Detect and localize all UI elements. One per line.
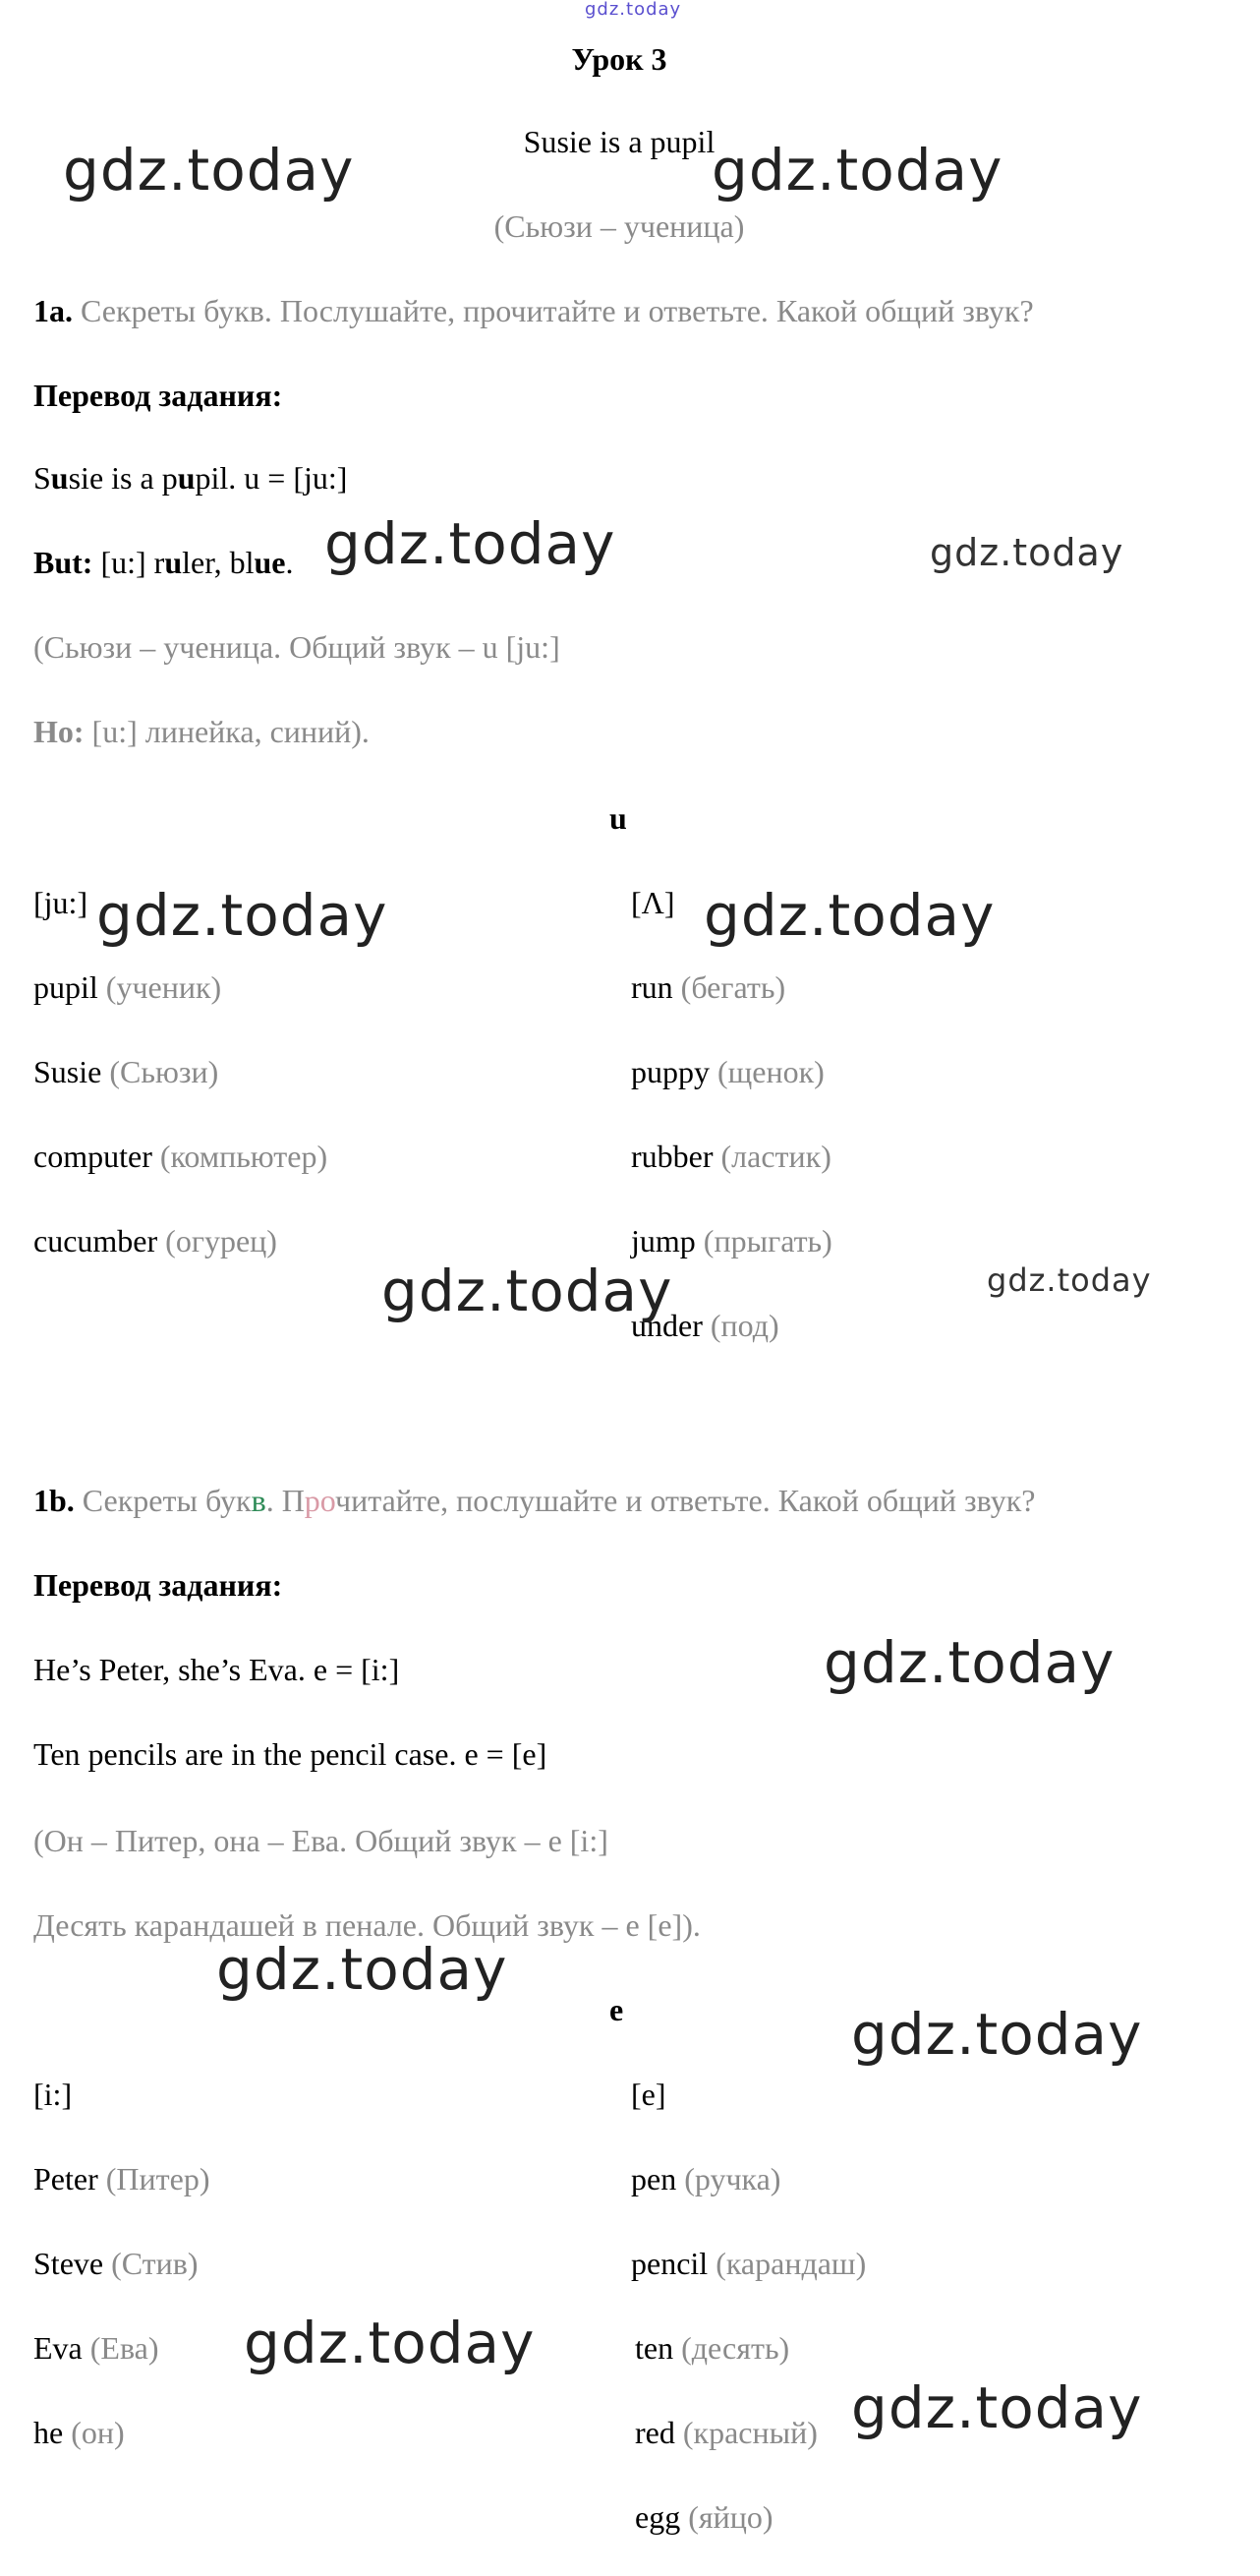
word-item: under (под) xyxy=(631,1308,779,1343)
watermark: gdz.today xyxy=(244,2310,536,2376)
task-number: 1a. xyxy=(33,293,73,328)
watermark: gdz.today xyxy=(381,1258,673,1324)
watermark-top: gdz.today xyxy=(585,0,682,20)
column-header: [Λ] xyxy=(631,885,675,920)
example-line: He’s Peter, she’s Eva. e = [i:] xyxy=(33,1652,400,1687)
example-line: But: [u:] ruler, blue. xyxy=(33,545,294,580)
watermark: gdz.today xyxy=(987,1261,1152,1299)
column-header: [e] xyxy=(631,2077,666,2112)
task-1a-instruction xyxy=(33,291,1034,330)
word-item: Peter (Питер) xyxy=(33,2161,210,2196)
watermark: gdz.today xyxy=(851,2374,1143,2441)
example-line: Ten pencils are in the pencil case. e = [e] xyxy=(33,1736,547,1772)
word-item: pencil (карандаш) xyxy=(631,2246,867,2281)
column-header: [i:] xyxy=(33,2077,73,2112)
watermark: gdz.today xyxy=(96,882,388,949)
column-header: [ju:] xyxy=(33,885,88,920)
watermark: gdz.today xyxy=(824,1629,1116,1696)
word-item: red (красный) xyxy=(635,2415,818,2450)
lesson-subtitle-translation: (Сьюзи – ученица) xyxy=(493,208,745,244)
watermark: gdz.today xyxy=(704,882,996,949)
word-item: he (он) xyxy=(33,2415,125,2450)
word-item: pupil (ученик) xyxy=(33,969,222,1005)
translation-line: Но: [u:] линейка, синий). xyxy=(33,714,370,749)
word-item: cucumber (огурец) xyxy=(33,1223,277,1259)
translation-heading: Перевод задания: xyxy=(33,378,283,413)
word-item: egg (яйцо) xyxy=(635,2499,773,2535)
watermark: gdz.today xyxy=(851,2001,1143,2068)
word-item: jump (прыгать) xyxy=(631,1223,832,1259)
watermark: gdz.today xyxy=(324,510,616,577)
translation-line: (Сьюзи – ученица. Общий звук – u [ju:] xyxy=(33,629,560,665)
word-item: ten (десять) xyxy=(635,2330,790,2366)
watermark: gdz.today xyxy=(712,137,1003,204)
letter-heading: e xyxy=(609,1992,624,2027)
translation-line: (Он – Питер, она – Ева. Общий звук – e [i:] xyxy=(33,1823,608,1858)
word-item: Susie (Сьюзи) xyxy=(33,1054,219,1089)
watermark: gdz.today xyxy=(930,531,1124,574)
word-item: Steve (Стив) xyxy=(33,2246,199,2281)
watermark: gdz.today xyxy=(63,137,355,204)
translation-heading: Перевод задания: xyxy=(33,1567,283,1603)
task-text: Секреты букв. Послушайте, прочитайте и ответьте. Какой общий звук? xyxy=(81,293,1034,328)
lesson-title: Урок 3 xyxy=(571,41,667,77)
word-item: pen (ручка) xyxy=(631,2161,781,2196)
word-item: puppy (щенок) xyxy=(631,1054,825,1089)
word-item: computer (компьютер) xyxy=(33,1139,328,1174)
word-item: Eva (Ева) xyxy=(33,2330,159,2366)
word-item: rubber (ластик) xyxy=(631,1139,831,1174)
word-item: run (бегать) xyxy=(631,969,786,1005)
letter-heading: u xyxy=(609,800,627,836)
task-number: 1b. xyxy=(33,1483,75,1518)
watermark: gdz.today xyxy=(216,1936,508,2003)
example-line: Susie is a pupil. u = [ju:] xyxy=(33,460,348,496)
lesson-subtitle: Susie is a pupil xyxy=(523,124,716,159)
translation-line: Десять карандашей в пенале. Общий звук – e [e]). xyxy=(33,1907,701,1943)
task-1b-instruction: 1b. Секреты букв. Прочитайте, послушайте и ответьте. Какой общий звук? xyxy=(33,1483,1036,1518)
